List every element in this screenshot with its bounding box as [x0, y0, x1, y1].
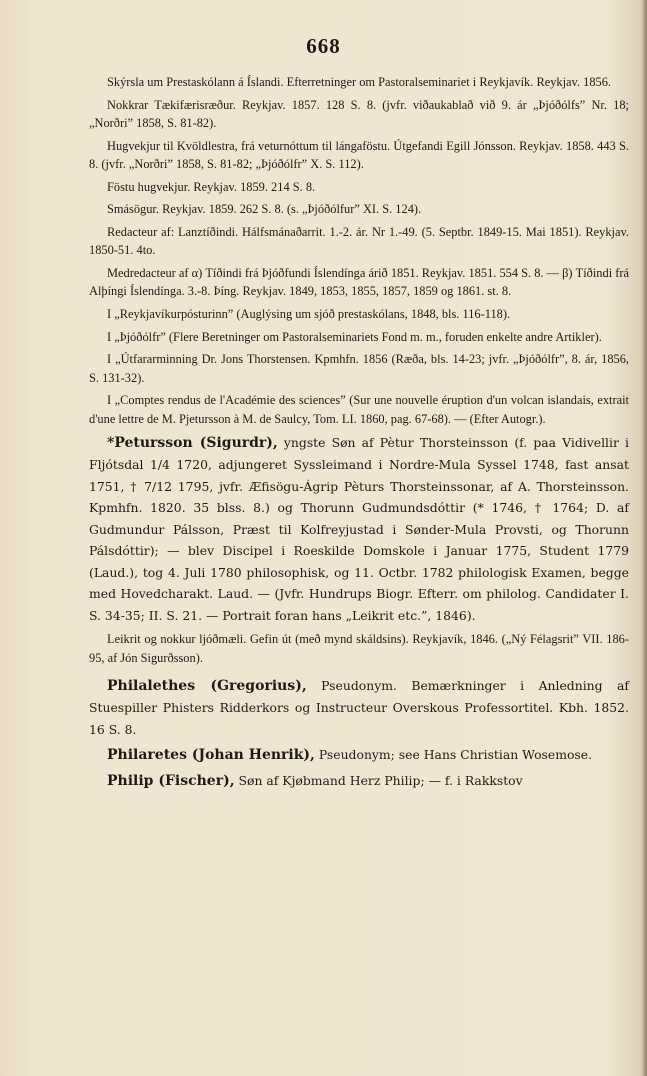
entry-philip	[89, 770, 629, 792]
entry-fostu: Föstu hugvekjur. Reykjav. 1859. 214 S. 8.	[107, 179, 316, 194]
philip-text: Søn af Kjøbmand Herz Philip; — f. i Rakkstov	[238, 773, 523, 789]
biography-text: yngste Søn af Pètur Thorsteinsson (f. paa Vidivellir i Fljótsdal 1/4 1720, adjungeret Syssleimand i Nordre-Mula Syssel 1748, fast ansat 1751, † 7/12 1795, jvfr. Æfisögu-Ágrip Pèturs Thorsteinssonar, af A. Thorsteinsson. Kpmhfn. 1820. 35 blss. 8.) og Thorunn Gudmundsdóttir (* 1746, † 1764; D. af Gudmundur Pálsson, Præst til Kolfreyjustad i Sønder-Mula Provsti, og Thorunn Pálsdóttir); — blev Discipel i Roeskilde Domskole i Januar 1775, Student 1779 (Laud.), tog 4. Juli 1780 philosophisk, og 11. Octbr. 1782 philologisk Examen, begge med Hovedcharakt. Laud. — (Jvfr. Hundrups Biogr. Efterr. om philolog. Candidater I. S. 34-35; II. S. 21. — Portrait foran hans „Leikrit etc.”, 1846).	[89, 435, 629, 623]
entry-comptes: I „Comptes rendus de l'Académie des sciences” (Sur une nouvelle éruption d'un volcan islandais, extrait d'une lettre de M. Pjetursson à M. de Saulcy, Tom. LI. 1860, pag. 67-68). — (Efter Autogr.).	[89, 393, 629, 426]
biography-heading: *Petursson (Sigurdr),	[107, 435, 278, 452]
philalethes-text: Bemærkninger i Anledning af Stuespiller Phisters Ridderkors og Instructeur Overskous Professortitel. Kbh. 1852. 16 S. 8.	[89, 678, 629, 737]
entry-philaretes	[89, 744, 629, 766]
entry-leikrit: Leikrit og nokkur ljóðmæli. Gefin út (með mynd skáldsins). Reykjavík, 1846. („Ný Félagsrit” VII. 186-95, af Jón Sigurðsson).	[89, 632, 629, 665]
philip-heading: Philip (Fischer),	[107, 773, 235, 790]
philaretes-text: Pseudonym; see Hans Christian Wosemose.	[318, 747, 593, 763]
entry-hugvekjur-kvold: Hugvekjur til Kvöldlestra, frá veturnóttum til lángaföstu. Útgefandi Egill Jónsson. Reykjav. 1858. 443 S. 8. (jvfr. „Norðri” 1858, S. 81-82; „Þjóðólfr” X. S. 112).	[89, 138, 629, 172]
entry-philalethes	[89, 675, 629, 740]
entry-medredacteur: Medredacteur af α) Tíðindi frá Þjóðfundi Íslendínga árið 1851. Reykjav. 1851. 554 S. 8. — β) Tíðindi frá Alþíngi Íslendínga. 3.-8. Þíng. Reykjav. 1849, 1853, 1855, 1857, 1859 og 1861. st. 8.	[89, 265, 629, 299]
page-edge-shadow	[641, 0, 647, 1076]
page-body	[89, 73, 629, 792]
page-number: 668	[306, 34, 341, 58]
philalethes-heading: Philalethes (Gregorius),	[107, 678, 307, 695]
biography-petursson	[89, 432, 629, 626]
entry-redacteur-lanztid: Redacteur af: Lanztíðindi. Hálfsmánaðarrit. 1.-2. ár. Nr 1.-49. (5. Septbr. 1849-15. Mai 1851). Reykjav. 1850-51. 4to.	[89, 224, 629, 258]
entry-thjodolfr: I „Þjóðólfr” (Flere Beretninger om Pastoralseminariets Fond m. m., foruden enkelte andre Artikler).	[107, 329, 602, 344]
entry-utfararminning: I „Útfararminning Dr. Jons Thorstensen. Kpmhfn. 1856 (Ræða, bls. 14-23; jvfr. „Þjóðólfr”, 8. ár, 1856, S. 131-32).	[89, 352, 629, 385]
entry-smasogur: Smásögur. Reykjav. 1859. 262 S. 8. (s. „Þjóðólfur” XI. S. 124).	[107, 202, 422, 217]
philalethes-pseudonym: Pseudonym.	[321, 678, 397, 694]
entry-skyrsla: Skýrsla um Prestaskólann á Íslandi. Efterretninger om Pastoralseminariet i Reykjavík. Reykjav. 1856.	[107, 75, 612, 89]
entry-reykjavikurposturinn: I „Reykjavíkurpósturinn” (Auglýsing um sjóð prestaskólans, 1848, bls. 116-118).	[107, 307, 511, 322]
entry-nokkrar: Nokkrar Tækifærisræður. Reykjav. 1857. 128 S. 8. (jvfr. viðaukablað við 9. ár „Þjóðólfs” Nr. 18; „Norðri” 1858, S. 81-82).	[89, 97, 629, 131]
philaretes-heading: Philaretes (Johan Henrik),	[107, 747, 315, 764]
